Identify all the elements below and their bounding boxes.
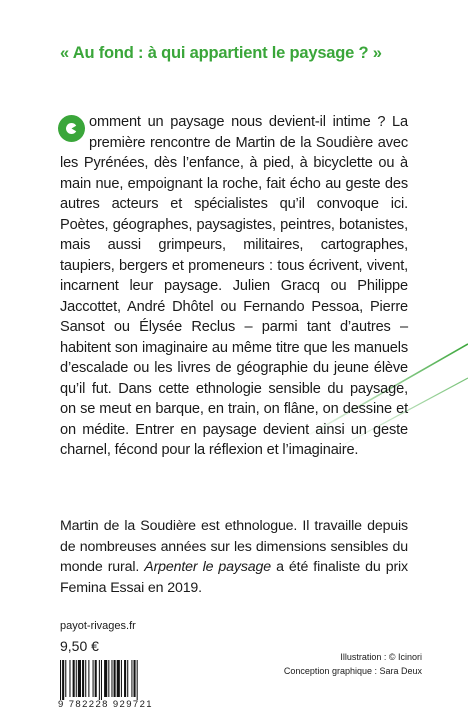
synopsis-body: omment un paysage nous devient-il intime ? La première rencontre de Martin de la Soudière avec les Pyrénées, dès l’enfance, à pied, à bicyclette ou à main nue, empoignant la roche, fait écho au geste des autres acteurs et spécialistes qu’il convoque ici. Poètes, géographes, paysagistes, peintres, botanistes, mais aussi grimpeurs, militaires, cartographes, taupiers, bergers et promeneurs : tous écrivent, vivent, incarnent leur paysage. Julien Gracq ou Philippe Jaccottet, André Dhôtel ou Fernando Pessoa, Pierre Sansot ou Élysée Reclus – parmi tant d’autres – habitent son imaginaire au même titre que les manuels d’escalade ou les livres de géographie du jeune élève qu’il fut. Dans cette ethnologie sensible du paysage, on se meut en barque, en train, on flâne, on dessine et on médite. Entrer en paysage devient ainsi un geste charnel, fécond pour la réflexion et l’imaginaire. bbox=[60, 114, 408, 458]
barcode-bar bbox=[73, 660, 75, 697]
barcode-bar bbox=[99, 660, 100, 700]
barcode-bar bbox=[65, 660, 66, 697]
barcode-bar bbox=[114, 660, 116, 697]
barcode-bar bbox=[131, 660, 132, 697]
barcode-bar bbox=[93, 660, 94, 697]
barcode-bar bbox=[127, 660, 128, 697]
barcode-bar bbox=[95, 660, 97, 697]
barcode-icon bbox=[58, 660, 182, 700]
isbn-digits: 9 782228 929721 bbox=[58, 699, 153, 710]
barcode-bar bbox=[101, 660, 102, 700]
design-credit: Conception graphique : Sara Deux bbox=[283, 666, 422, 676]
price: 9,50 € bbox=[60, 638, 99, 654]
barcode-bar bbox=[78, 660, 81, 697]
barcode-bar bbox=[76, 660, 77, 697]
credits bbox=[274, 650, 422, 678]
illustration-credit: Illustration : © Icinori bbox=[340, 652, 422, 662]
dropcap-c bbox=[58, 115, 85, 142]
barcode-bar bbox=[108, 660, 109, 697]
barcode-bar bbox=[82, 660, 84, 697]
barcode-bar bbox=[124, 660, 126, 697]
synopsis-text bbox=[60, 112, 408, 461]
barcode-bar bbox=[137, 660, 138, 700]
barcode-bar bbox=[104, 660, 107, 697]
barcode-bar bbox=[111, 660, 112, 697]
barcode-bar bbox=[88, 660, 89, 697]
barcode-bar bbox=[121, 660, 122, 697]
pull-quote: « Au fond : à qui appartient le paysage ? » bbox=[60, 44, 382, 62]
barcode-bar bbox=[60, 660, 61, 700]
book-title-italic: Arpenter le paysage bbox=[144, 559, 271, 575]
barcode-bar bbox=[62, 660, 64, 700]
barcode-bar bbox=[69, 660, 70, 697]
bio-text-start: Martin de la Soudière est ethnologue. Il travaille depuis de nombreuses années sur les dimensions sensibles du monde rural. bbox=[60, 518, 408, 575]
author-bio bbox=[60, 516, 408, 598]
bio-text-end: a été finaliste du prix Femina Essai en 2019. bbox=[60, 559, 408, 596]
publisher-url: payot-rivages.fr bbox=[60, 620, 136, 632]
barcode-bar bbox=[134, 660, 136, 697]
barcode-bar bbox=[85, 660, 86, 697]
barcode-bar bbox=[117, 660, 120, 697]
